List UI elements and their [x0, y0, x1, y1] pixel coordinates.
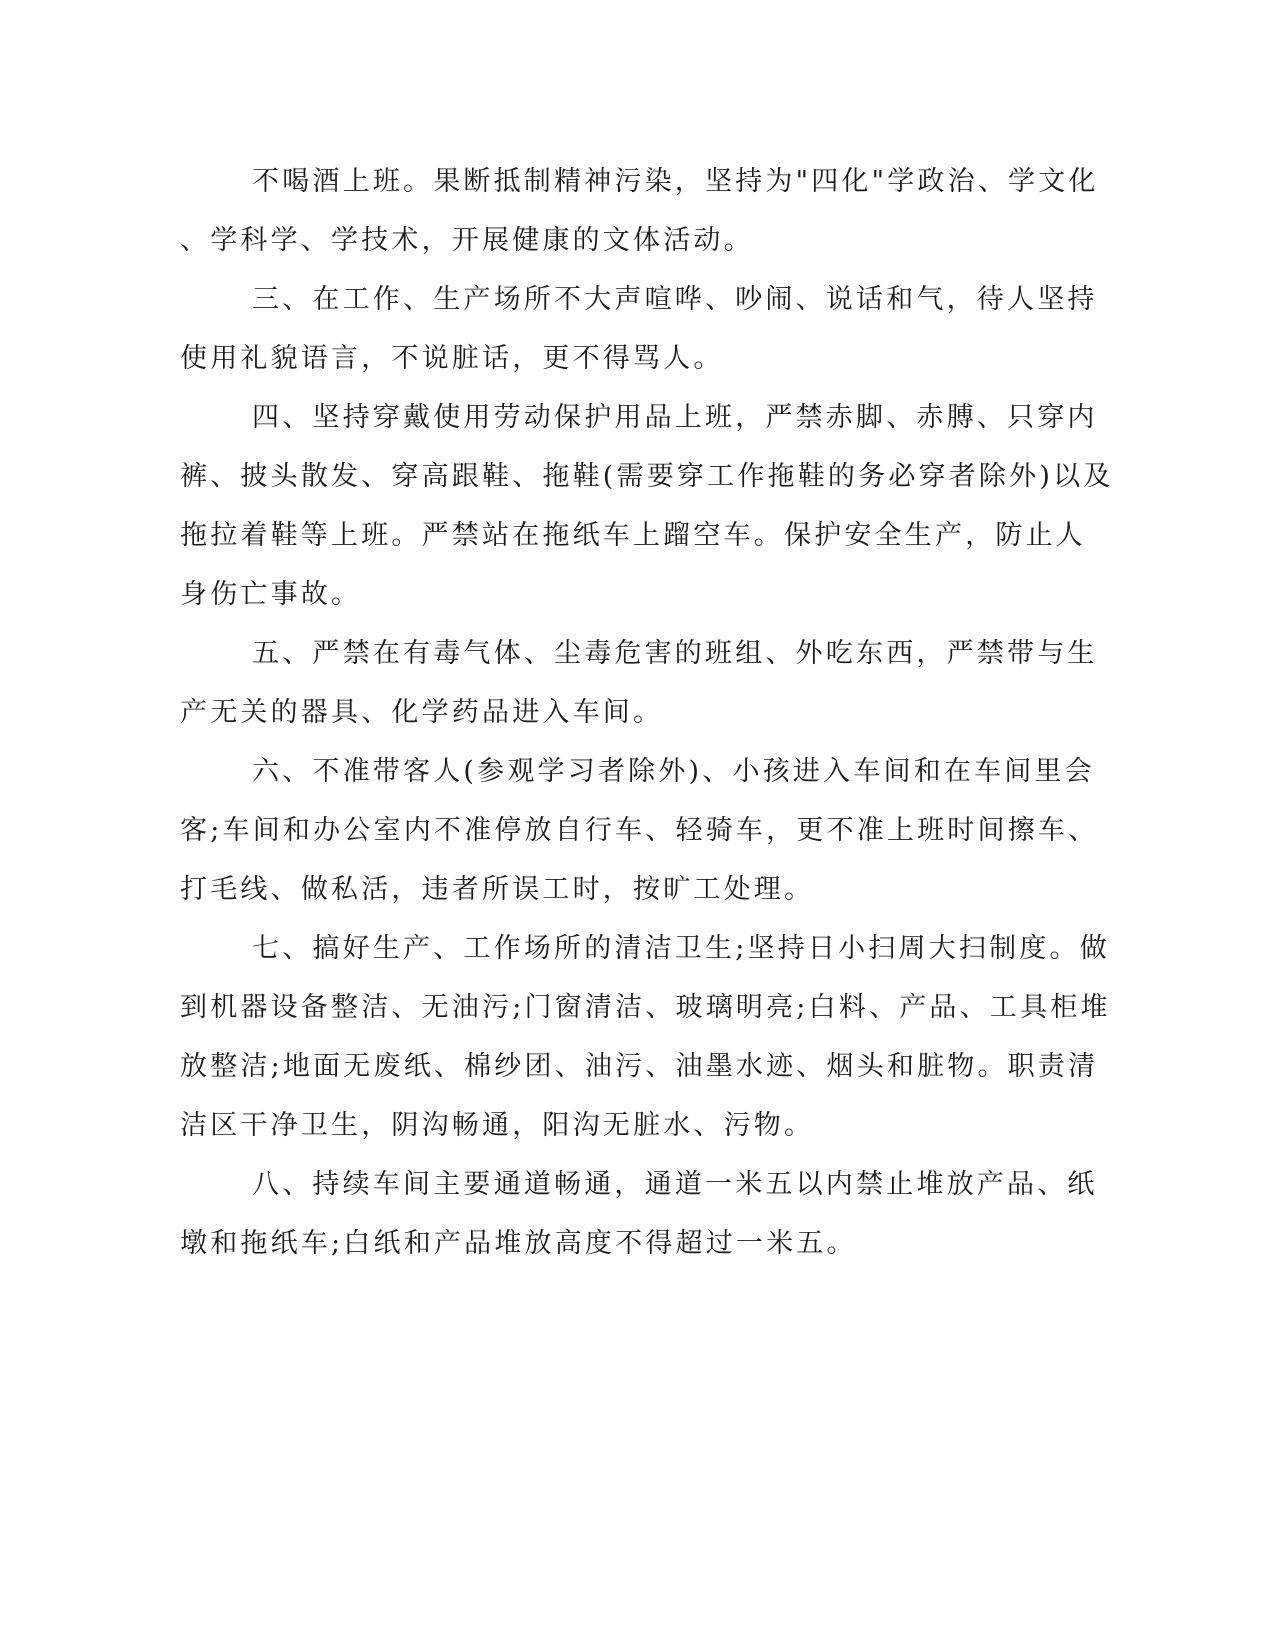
text-line: 四、坚持穿戴使用劳动保护用品上班，严禁赤脚、赤膊、只穿内	[252, 402, 1098, 433]
text-line: 三、在工作、生产场所不大声喧哗、吵闹、说话和气，待人坚持	[252, 284, 1098, 315]
text-line: 洁区干净卫生，阴沟畅通，阳沟无脏水、污物。	[180, 1110, 815, 1141]
text-line: 七、搞好生产、工作场所的清洁卫生;坚持日小扫周大扫制度。做	[252, 933, 1110, 964]
text-line: 到机器设备整洁、无油污;门窗清洁、玻璃明亮;白料、产品、工具柜堆	[180, 992, 1111, 1023]
document-body	[180, 152, 1114, 1273]
text-line: 不喝酒上班。果断抵制精神污染，坚持为"四化"学政治、学文化	[252, 166, 1099, 197]
text-line: 五、严禁在有毒气体、尘毒危害的班组、外吃东西，严禁带与生	[252, 638, 1098, 669]
text-line: 墩和拖纸车;白纸和产品堆放高度不得超过一米五。	[180, 1228, 857, 1259]
text-line: 打毛线、做私活，违者所误工时，按旷工处理。	[180, 874, 815, 905]
text-line: 八、持续车间主要通道畅通，通道一米五以内禁止堆放产品、纸	[252, 1169, 1098, 1200]
text-line: 六、不准带客人(参观学习者除外)、小孩进入车间和在车间里会	[252, 756, 1095, 787]
text-line: 客;车间和办公室内不准停放自行车、轻骑车，更不准上班时间擦车、	[180, 815, 1099, 846]
text-line: 裤、披头散发、穿高跟鞋、拖鞋(需要穿工作拖鞋的务必穿者除外)以及	[180, 461, 1114, 492]
text-line: 放整洁;地面无废纸、棉纱团、油污、油墨水迹、烟头和脏物。职责清	[180, 1051, 1099, 1082]
text-line: 拖拉着鞋等上班。严禁站在拖纸车上蹓空车。保护安全生产，防止人	[180, 520, 1086, 551]
text-line: 使用礼貌语言，不说脏话，更不得骂人。	[180, 343, 724, 374]
text-line: 、学科学、学技术，开展健康的文体活动。	[180, 225, 754, 256]
text-line: 产无关的器具、化学药品进入车间。	[180, 697, 664, 728]
text-line: 身伤亡事故。	[180, 579, 362, 610]
